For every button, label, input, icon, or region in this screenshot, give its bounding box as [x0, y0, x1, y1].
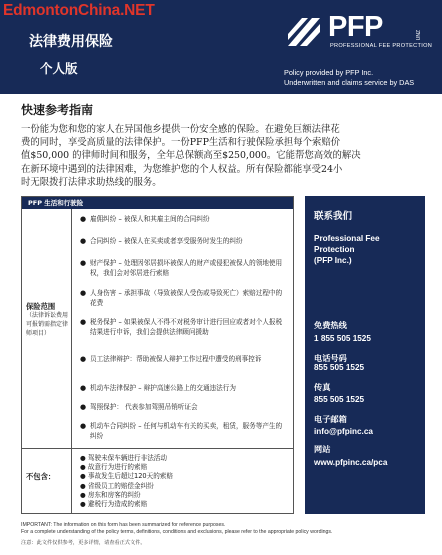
coverage-item [80, 215, 287, 225]
logo-text: PFP [328, 11, 383, 43]
intro-line: 在新环境中遇到的法律困难，为您维护您的个人权益。所有保险都能享受24小 [21, 163, 343, 175]
scope-label [26, 302, 70, 338]
logo-superscript: UNZ [416, 30, 422, 41]
exclusion-text: 事故发生后超过120天的索赔 [87, 472, 173, 481]
exclusion-item [80, 472, 287, 481]
coverage-item [80, 289, 287, 308]
footer-line: For a complete understanding of the policy terms, definitions, conditions and exclusions, please refer to the appropriate policy wordings. [21, 529, 333, 535]
phone-number[interactable]: 855 505 1525 [314, 363, 365, 372]
intro-line: 一份能为您和您的家人在异国他乡提供一份安全感的保险。在避免巨额法律花 [21, 124, 340, 135]
bullet-icon: ● [80, 500, 88, 509]
bullet-icon: ● [80, 490, 88, 499]
exclusion-item [80, 454, 287, 463]
coverage-table [21, 196, 294, 514]
bullet-icon: ● [80, 215, 87, 223]
intro-line: 费的同时，享受高质量的法律保护。一份PFP生活和行驶保险承担每个索赔价 [21, 137, 341, 149]
coverage-item-text: 合同纠纷 – 被保人在买卖或者享受服务时发生的纠纷 [90, 237, 243, 245]
coverage-item-text: 人身伤害 – 承担事故（导致被保人受伤或导致死亡）索赔过程中的花费 [90, 289, 283, 307]
phone-label: 电话号码 [314, 353, 347, 363]
coverage-item [80, 384, 287, 394]
exclusion-item [80, 500, 287, 509]
coverage-item [80, 403, 287, 413]
bullet-icon: ● [80, 481, 88, 490]
coverage-item [80, 259, 287, 278]
bullet-icon: ● [80, 454, 88, 462]
coverage-item [80, 422, 287, 441]
scope-title: 保险范围 [26, 302, 56, 311]
bullet-icon: ● [80, 259, 87, 267]
coverage-item-text: 员工法律辩护：帮助被保人辩护工作过程中遭受的刑事控诉 [90, 355, 262, 363]
coverage-item-text: 驾照保护： 代表参加驾照吊销听证会 [90, 403, 198, 411]
table-header: PFP 生活和行驶险 [22, 197, 293, 209]
bullet-icon: ● [80, 463, 88, 472]
email-label: 电子邮箱 [314, 414, 347, 424]
bullet-icon: ● [80, 237, 87, 245]
logo-tagline: PROFESSIONAL FEE PROTECTION [330, 43, 433, 49]
bullet-icon: ● [80, 355, 87, 363]
website-label: 网站 [314, 444, 331, 454]
section-heading: 快速参考指南 [21, 103, 94, 117]
exclusion-text: 省级员工的赔偿金纠纷 [87, 481, 154, 490]
bullet-icon: ● [80, 384, 87, 392]
bullet-icon: ● [80, 472, 88, 481]
coverage-item-text: 机动车合同纠纷 – 任何与机动车有关的买卖，租赁，服务等产生的纠纷 [90, 422, 283, 440]
bullet-icon: ● [80, 422, 87, 430]
company-name [314, 233, 380, 266]
coverage-item [80, 237, 287, 247]
coverage-item [80, 318, 287, 337]
policy-line-1: Policy provided by PFP Inc. [284, 68, 374, 77]
intro-line: 时无限拨打法律求助热线的服务。 [21, 176, 162, 188]
bullet-icon: ● [80, 289, 87, 297]
exclusions-label: 不包含： [26, 472, 56, 481]
coverage-item-text: 税务保护 – 如果被保人不得不对税务审计进行回应或者对个人报税结果进行申诉，我们会提供法律顾问援助 [90, 318, 283, 336]
coverage-section [22, 209, 293, 449]
fax-number[interactable]: 855 505 1525 [314, 395, 365, 404]
pfp-logo-icon [284, 12, 324, 52]
fax-label: 传真 [314, 382, 331, 392]
scope-note: （法律诉讼费用可报销需指定律师项目） [26, 312, 69, 337]
website-link[interactable]: www.pfpinc.ca/pca [314, 458, 388, 467]
company-line: Protection [314, 245, 355, 254]
intro-line: 值$50,000 的律师时间和服务，全年总保额高至$250,000。它能帮您高效的解决 [21, 150, 361, 162]
watermark: EdmontonChina.NET [3, 2, 155, 19]
exclusion-text: 驾驶未保车辆进行非法活动 [87, 454, 167, 462]
footer-disclaimer [21, 522, 425, 536]
footer-line: IMPORTANT: The information on this form has been summarized for reference purposes. [21, 522, 226, 528]
exclusion-item [80, 482, 287, 491]
exclusion-text: 房东和房客的纠纷 [87, 490, 141, 499]
company-line: (PFP Inc.) [314, 256, 352, 265]
coverage-item [80, 355, 287, 365]
hotline-label: 免费热线 [314, 320, 347, 330]
header-banner [0, 0, 442, 94]
policy-provider [284, 68, 414, 88]
policy-line-2: Underwritten and claims service by DAS [284, 78, 415, 87]
exclusions-cell [22, 449, 72, 513]
exclusion-text: 故意行为进行的索赔 [87, 463, 148, 472]
hotline-number[interactable]: 1 855 505 1525 [314, 334, 371, 343]
footer-note-cn: 注意：此文件仅供参考，更多详情，请查看正式文件。 [21, 540, 146, 546]
intro-paragraph [21, 123, 425, 189]
exclusions-section [22, 449, 293, 513]
company-line: Professional Fee [314, 234, 380, 243]
bullet-icon: ● [80, 403, 87, 411]
coverage-item-text: 机动车法律保护 – 辩护高速公路上的交通违法行为 [90, 384, 236, 392]
exclusion-text: 避税行为造成的索赔 [87, 500, 148, 509]
bullet-icon: ● [80, 318, 87, 326]
exclusions-list [80, 454, 287, 509]
page-subtitle: 个人版 [40, 61, 78, 76]
email-link[interactable]: info@pfpinc.ca [314, 427, 373, 436]
coverage-item-text: 财产保护 – 处理因邻居损坏被保人的财产或侵犯被保人的领地使用权，我们会对邻居进行索赔 [90, 259, 283, 277]
page-title: 法律费用保险 [29, 34, 113, 50]
contact-panel [305, 196, 425, 514]
exclusion-item [80, 491, 287, 500]
scope-cell [22, 209, 72, 448]
coverage-item-text: 雇佣纠纷 – 被保人和其雇主间的合同纠纷 [90, 215, 210, 223]
contact-heading: 联系我们 [314, 211, 353, 222]
